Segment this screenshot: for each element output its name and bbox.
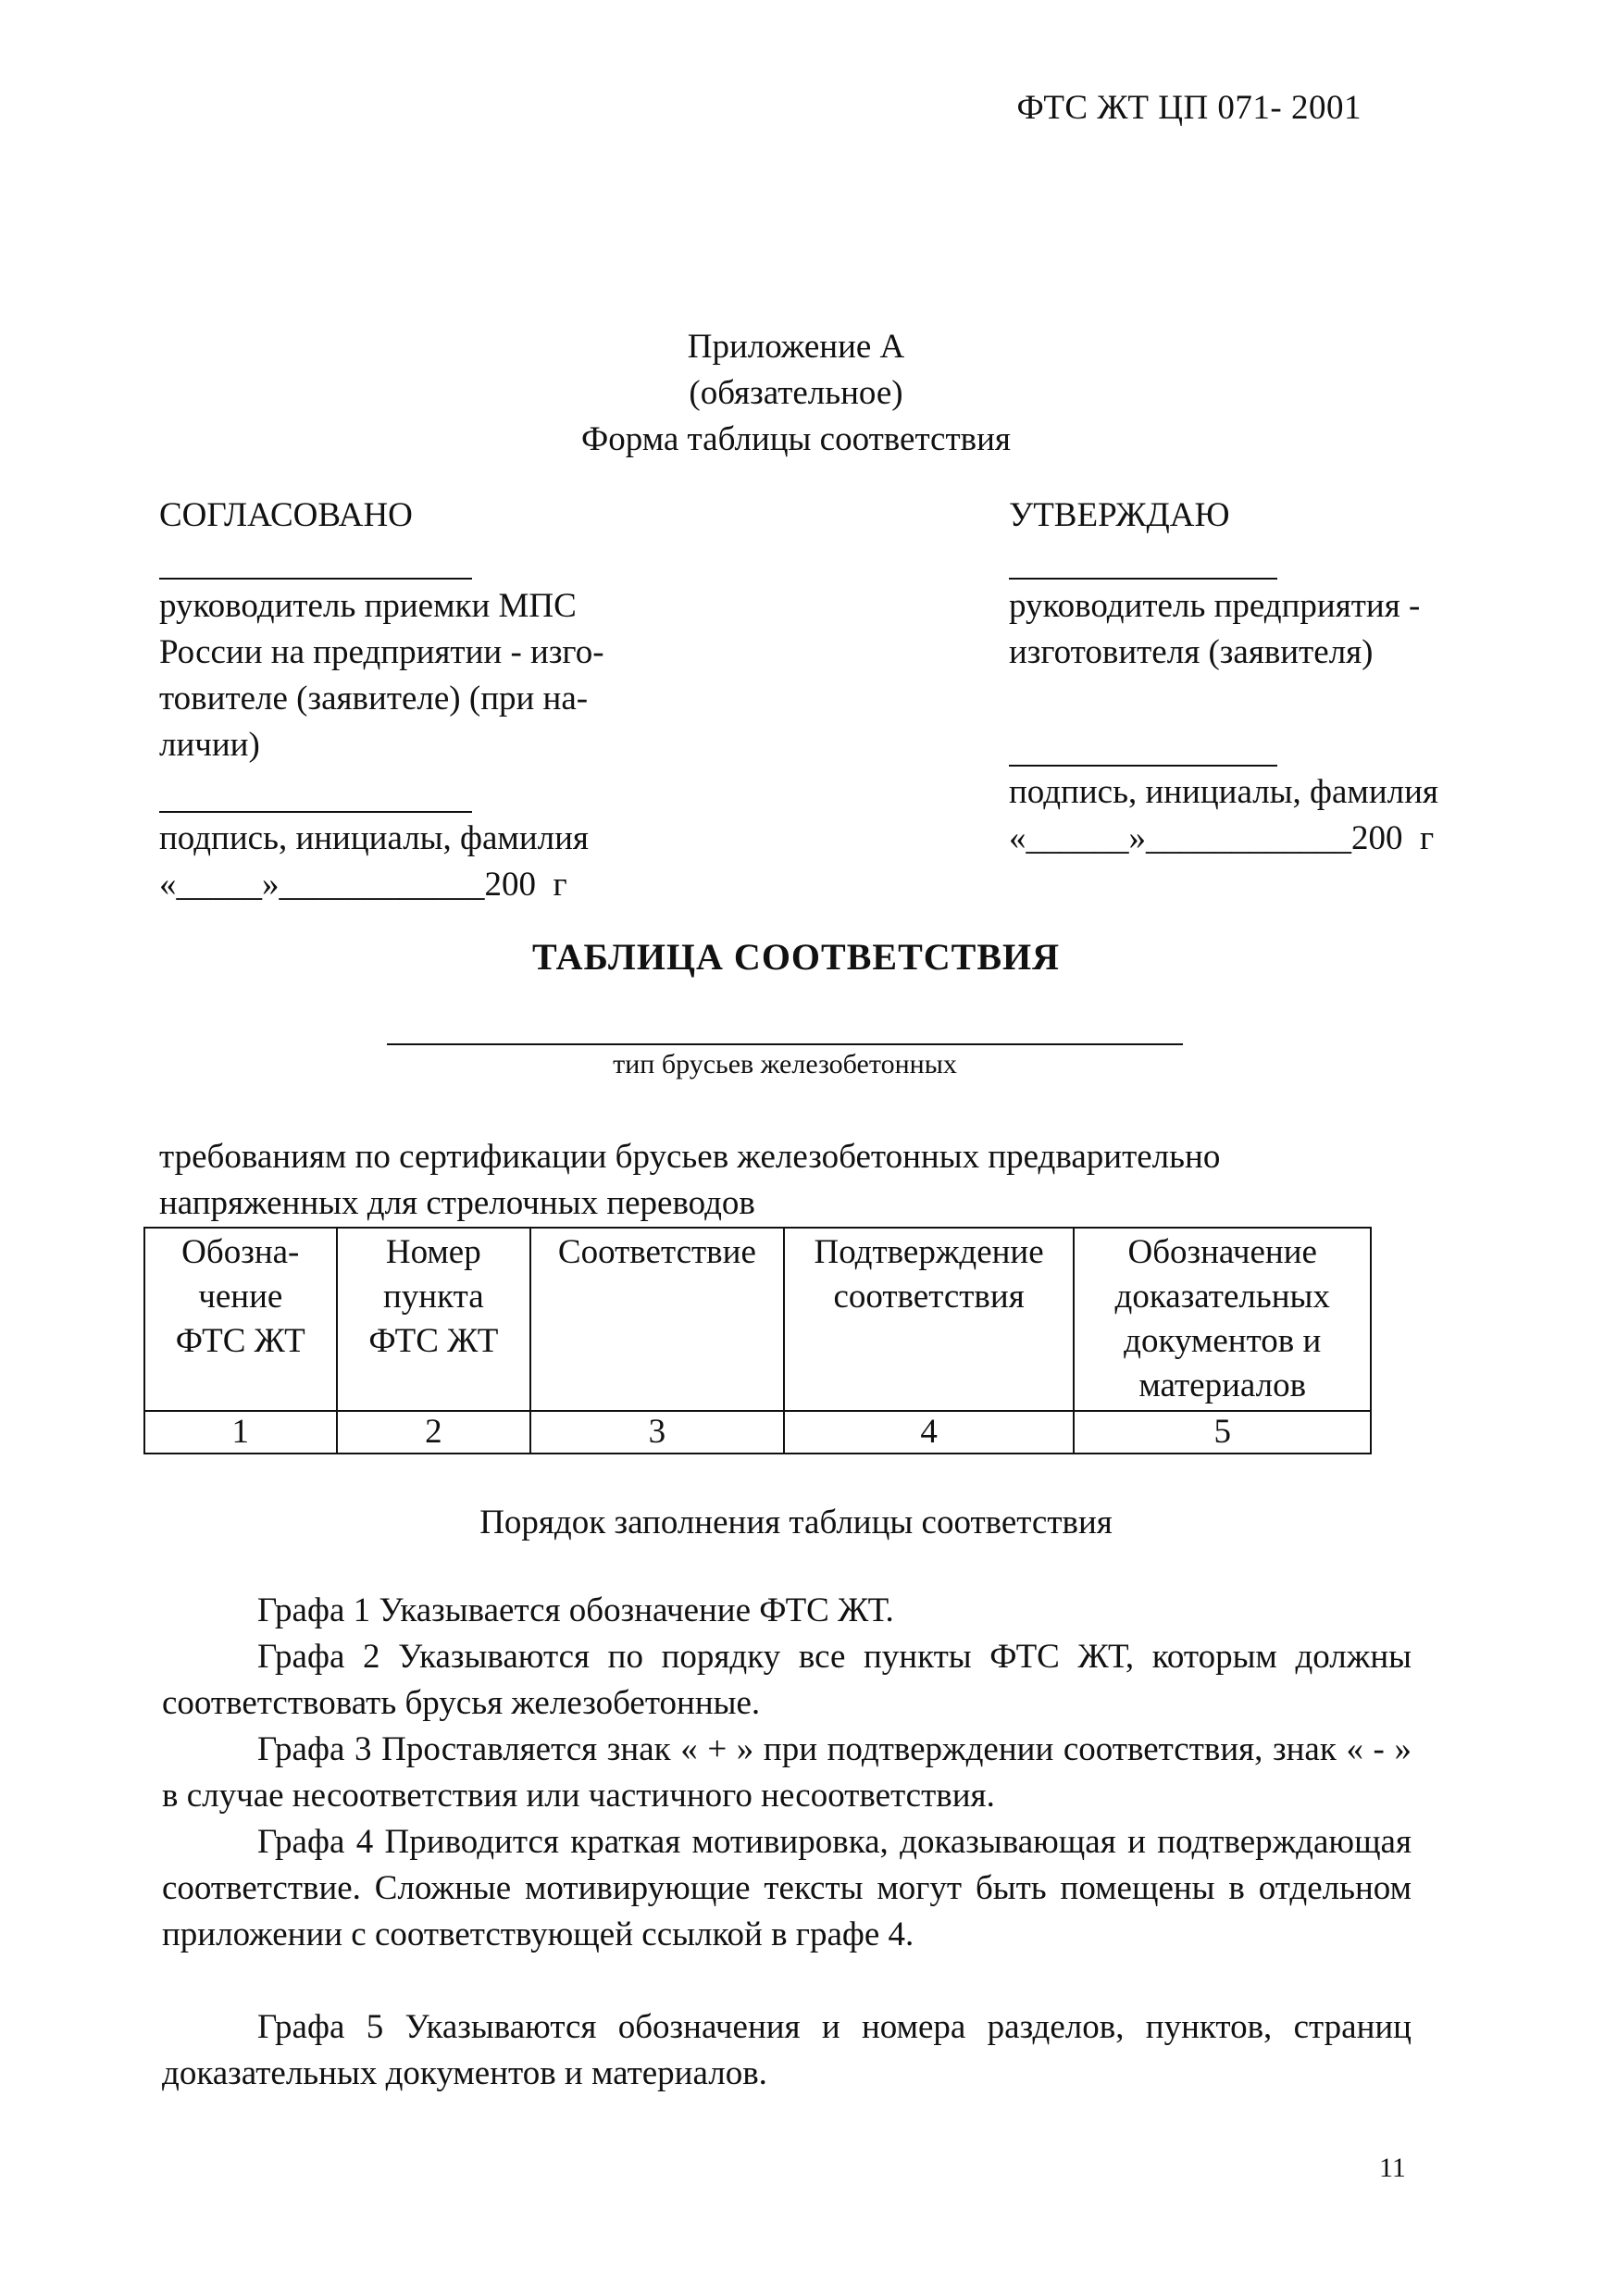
page-number: 11 (1379, 2152, 1406, 2183)
appendix-status: (обязательное) (689, 374, 903, 412)
left-role-line: товителе (заявителе) (при на- (159, 680, 589, 718)
right-role-text (1009, 583, 1527, 676)
requirements-line: требованиям по сертификации брусьев железобетонных предварительно (159, 1138, 1221, 1176)
type-entry-line (387, 1043, 1183, 1045)
column-number: 4 (784, 1411, 1075, 1454)
header-cell-item-number: Номер пункта ФТС ЖТ (337, 1228, 530, 1411)
left-signature-caption: подпись, инициалы, фамилия (159, 819, 589, 857)
left-role-line: России на предприятии - изго- (159, 633, 604, 671)
paragraph-column-5: Графа 5 Указываются обозначения и номера разделов, пунктов, страниц доказательных документов и материалов. (162, 2008, 1412, 2092)
column-number: 2 (337, 1411, 530, 1454)
approve-header: УТВЕРЖДАЮ (1009, 496, 1230, 534)
right-date-line: «______»____________200 г (1009, 819, 1435, 857)
right-signature-caption: подпись, инициалы, фамилия (1009, 773, 1438, 811)
paragraph-column-1: Графа 1 Указывается обозначение ФТС ЖТ. (257, 1591, 894, 1629)
appendix-title: Приложение А (687, 328, 905, 366)
left-date-line: «_____»____________200 г (159, 866, 567, 904)
left-role-line: личии) (159, 726, 260, 764)
table-header-row (144, 1228, 1371, 1411)
header-cell-designation: Обозна- чение ФТС ЖТ (144, 1228, 337, 1411)
left-role-text (159, 583, 678, 768)
right-role-line: изготовителя (заявителя) (1009, 633, 1374, 671)
column-number: 1 (144, 1411, 337, 1454)
header-cell-confirmation: Подтверждение соответствия (784, 1228, 1075, 1411)
main-title: ТАБЛИЦА СООТВЕТСТВИЯ (531, 936, 1061, 978)
right-signature-line-top (1009, 578, 1277, 580)
paragraph-column-2: Графа 2 Указываются по порядку все пункты ФТС ЖТ, которым должны соответствовать брусья железобетонные. (162, 1638, 1412, 1722)
left-signature-line-top (159, 578, 472, 580)
header-cell-conformance: Соответствие (530, 1228, 784, 1411)
left-role-line: руководитель приемки МПС (159, 587, 577, 625)
paragraph-column-4: Графа 4 Приводится краткая мотивировка, доказывающая и подтверждающая соответствие. Сложные мотивирующие тексты могут быть помещены в отдельном приложении с соответствующей ссылкой в графе 4. (162, 1823, 1412, 1953)
requirements-line: напряженных для стрелочных переводов (159, 1184, 755, 1222)
appendix-subtitle: Форма таблицы соответствия (581, 420, 1011, 458)
table-row (144, 1411, 1371, 1454)
right-role-line: руководитель предприятия - (1009, 587, 1421, 625)
document-code: ФТС ЖТ ЦП 071- 2001 (1016, 89, 1362, 127)
type-caption: тип брусьев железобетонных (613, 1049, 957, 1079)
requirements-text (159, 1134, 1418, 1227)
agreed-header: СОГЛАСОВАНО (159, 496, 413, 534)
procedure-title: Порядок заполнения таблицы соответствия (479, 1504, 1113, 1541)
conformance-table (143, 1227, 1372, 1454)
left-signature-line (159, 811, 472, 813)
column-number: 3 (530, 1411, 784, 1454)
paragraph-column-3: Графа 3 Проставляется знак « + » при подтверждении соответствия, знак « - » в случае несоответствия или частичного несоответствия. (162, 1730, 1412, 1815)
header-cell-documents: Обозначение доказательных документов и материалов (1074, 1228, 1371, 1411)
right-signature-line (1009, 765, 1277, 767)
column-number: 5 (1074, 1411, 1371, 1454)
